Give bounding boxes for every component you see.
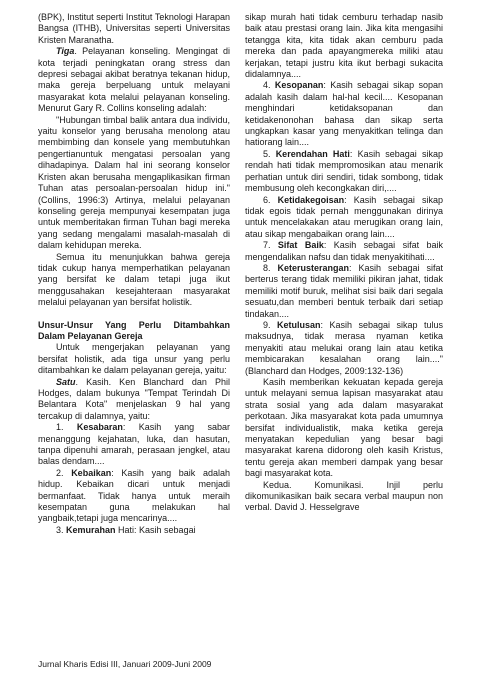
- item-number: 8.: [263, 262, 278, 273]
- paragraph-satu: [38, 377, 230, 423]
- paragraph-semua: Semua itu menunjukkan bahwa gereja tidak cukup hanya memperhatikan pelayanan yang bersifat ke dalam tetapi juga ikut menggusahakan kesejahteraan masyarakat melalui pelayanan yan bersifat holistik.: [38, 251, 230, 308]
- right-column: [245, 12, 443, 514]
- section-heading: Unsur-Unsur Yang Perlu Ditambahkan Dalam Pelayanan Gereja: [38, 319, 230, 341]
- item-label: Ketulusan: [277, 319, 321, 330]
- list-item-5: [245, 149, 443, 195]
- collins-quote: "Hubungan timbal balik antara dua individu, yaitu konselor yang berusaha menolong atau membimbing dan konsele yang membutuhkan pengertianuntuk mengatasi persoalan yang dihadapinya. Dalam hal ini seorang konselor Kristen akan berusaha mengaplikasikan firman Tuhan atas persoalan-persoalan hidup ini." (Collins, 1996:3) Artinya, melalui pelayanan konseling gereja mempunyai kesempatan juga untuk memberitakan firman Tuhan bagi mereka yang sedang mengalami masalah-masalah di dalam kehidupan mereka.: [38, 114, 230, 251]
- item-number: 1.: [56, 422, 77, 433]
- list-item-8: [245, 263, 443, 320]
- journal-footer: Jurnal Kharis Edisi III, Januari 2009-Juni 2009: [38, 659, 212, 669]
- list-item-6: [245, 195, 443, 241]
- item-text: Hati: Kasih sebagai: [115, 524, 196, 535]
- item-text: : Kasih sebagai sikap rendah hati tidak mempromosikan atau menarik perhatian untuk diri sendiri, tidak sombong, tidak membusung oleh kecongkakan diri,....: [245, 148, 443, 194]
- item-label: Keterusterangan: [277, 262, 350, 273]
- satu-label: Satu: [56, 376, 76, 387]
- list-item-2: [38, 468, 230, 525]
- left-column: [38, 12, 230, 536]
- item-label: Ketidakegoisan: [277, 194, 345, 205]
- paragraph-untuk: Untuk mengerjakan pelayanan yang bersifat holistik, ada tiga unsur yang perlu ditambahkan ke dalam pelayanan gereja, yaitu:: [38, 342, 230, 376]
- item-text: : Kasih sebagai sifat berterus terang tidak memiliki pikiran jahat, tidak memiliki motif buruk, melihat sisi baik dari segala sesuatu,dan memberi bentuk terbaik dari setiap tindakan....: [245, 262, 443, 319]
- list-item-9: [245, 320, 443, 377]
- list-item-4: [245, 80, 443, 148]
- item-text: : Kasih yang baik adalah hidup. Kebaikan dicari untuk menjadi bermanfaat. Tidak hanya untuk meraih kesempatan guna melakukan hal yangbaik,tetapi juga mencarinya....: [38, 467, 230, 524]
- item-number: 4.: [263, 80, 275, 91]
- item-label: Kemurahan: [66, 524, 116, 535]
- paragraph-tiga: [38, 46, 230, 114]
- paragraph-bpk: (BPK), Institut seperti Institut Teknologi Harapan Bangsa (ITHB), Universitas seperti Universitas Kristen Maranatha.: [38, 12, 230, 45]
- list-item-1: [38, 422, 230, 468]
- item-number: 3.: [56, 524, 67, 535]
- item-number: 7.: [263, 240, 278, 251]
- list-item-7: [245, 240, 443, 263]
- item-text: : Kasih sebagai sikap tulus maksudnya, tidak merasa nyaman ketika menyakiti atau melukai orang lain atau ketika membicarakan kesalahan orang lain...." (Blanchard dan Hodges, 2009:132-136): [245, 319, 443, 376]
- item-label: Sifat Baik: [277, 240, 324, 251]
- item-text: : Kasih yang sabar menanggung kejahatan, luka, dan hasutan, tanpa dipenuhi amarah, perasaan jengkel, atau balas dendam....: [38, 422, 230, 467]
- list-item-3: [38, 525, 230, 536]
- item-label: Kesopanan: [274, 80, 324, 91]
- paragraph-kedua: Kedua. Komunikasi. Injil perlu dikomunikasikan baik secara verbal maupun non verbal. David J. Hesselgrave: [245, 479, 443, 513]
- item-number: 5.: [263, 148, 276, 159]
- item-number: 2.: [56, 467, 72, 478]
- item-number: 9.: [263, 319, 277, 330]
- satu-text: . Kasih. Ken Blanchard dan Phil Hodges, dalam bukunya "Tempat Terindah Di Belantara Kota" menjelaskan 9 hal yang tercakup di dalamnya, yaitu:: [38, 376, 230, 421]
- item-text: : Kasih sebagai sifat baik mengendalikan nafsu dan tidak menyakitihati....: [245, 240, 444, 262]
- item-label: Kesabaran: [76, 422, 123, 433]
- item-text: : Kasih sebagai sikap tidak egois tidak pernah menggunakan dirinya untuk mencelakakan atau merugikan orang lain, atau sikap mengabaikan orang lain....: [245, 194, 443, 239]
- paragraph-continued: sikap murah hati tidak cemburu terhadap nasib baik atau prestasi orang lain. Jika kita mengasihi tetangga kita, kita tidak akan cemburu pada mereka dan pada apayangmereka miliki atau kerjakan, tetapi justru kita ikut berbagi sukacita didalamnya....: [245, 12, 443, 80]
- item-label: Kebaikan: [71, 467, 112, 478]
- tiga-text: . Pelayanan konseling. Mengingat di kota terjadi peningkatan orang stress dan depresi sebagai akibat beratnya tekanan hidup, maka gereja berpeluang untuk melayani masyarakat kota melalui pelayanan konseling. Menurut Gary R. Collins konseling adalah:: [38, 46, 230, 114]
- item-label: Kerendahan Hati: [275, 148, 350, 159]
- item-number: 6.: [263, 194, 278, 205]
- tiga-label: Tiga: [56, 46, 75, 57]
- paragraph-kasih: Kasih memberikan kekuatan kepada gereja untuk melayani semua lapisan masyarakat atau strata sosial yang ada dalam masyarakat perkotaan. Jika masyarakat kota pada umumnya bersifat individualistik, maka ketika gereja menyatakan kepedulian yang besar bagi masyarakat karena didorong oleh kasih Kristus, tentu gereja akan memberi dampak yang besar bagi masyarakat kota.: [245, 377, 443, 479]
- item-text: : Kasih sebagai sikap sopan adalah kasih dalam hal-hal kecil.... Kesopanan menghindari ketidaksopanan dan ketidakenonohan bahasa dan sikap serta ungkapkan kasar yang menyakitkan telinga dan hatiorang lain....: [245, 80, 443, 148]
